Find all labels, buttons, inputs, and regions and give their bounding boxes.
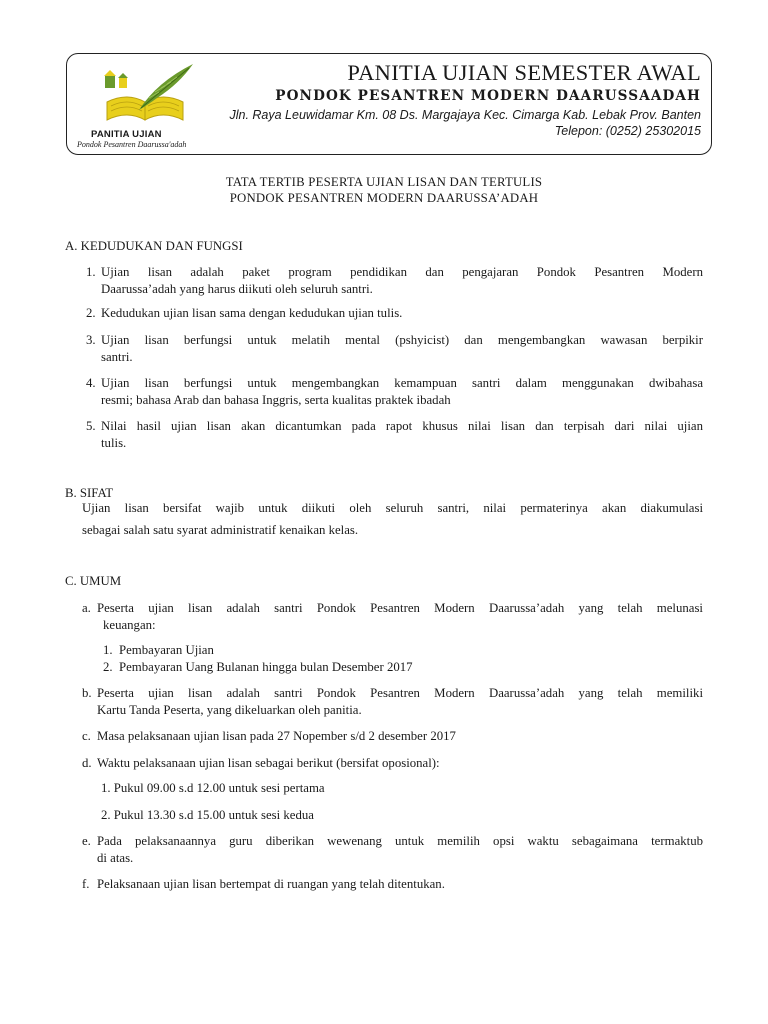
item-text-line-1: Waktu pelaksanaan ujian lisan sebagai berikut (bersifat oposional): — [97, 756, 440, 770]
item-letter: d. — [82, 756, 92, 770]
item-letter: f. — [82, 877, 90, 891]
item-number: 2. — [86, 306, 96, 320]
section-b-text-line-2: sebagai salah satu syarat administratif kenaikan kelas. — [82, 523, 359, 537]
sub-item-text: Pembayaran Ujian — [119, 643, 214, 657]
section-a-heading: A. KEDUDUKAN DAN FUNGSI — [65, 239, 243, 253]
item-text-line-2: santri. — [101, 350, 133, 364]
header-phone: Telepon: (0252) 25302015 — [554, 124, 701, 138]
letterhead — [66, 53, 712, 155]
item-text-line-1: Kedudukan ujian lisan sama dengan kedudukan ujian tulis. — [101, 306, 403, 320]
section-b-text-line-1: Ujian lisan bersifat wajib untuk diikuti oleh seluruh santri, nilai permaterinya akan diakumulasi — [82, 501, 703, 515]
item-letter: c. — [82, 729, 91, 743]
document-title-line-2: PONDOK PESANTREN MODERN DAARUSSA’ADAH — [229, 191, 539, 205]
section-b-heading: B. SIFAT — [65, 486, 114, 500]
header-title: PANITIA UJIAN SEMESTER AWAL — [347, 60, 701, 85]
item-text-line-1: Masa pelaksanaan ujian lisan pada 27 Nopember s/d 2 desember 2017 — [97, 729, 456, 743]
item-text-line-2: tulis. — [101, 436, 127, 450]
quill-book-icon — [97, 62, 197, 128]
item-text-line-1: Peserta ujian lisan adalah santri Pondok Pesantren Modern Daarussa’adah yang telah melunasi — [97, 601, 703, 615]
item-text-line-1: Ujian lisan adalah paket program pendidikan dan pengajaran Pondok Pesantren Modern — [101, 265, 703, 279]
item-text-line-2: di atas. — [97, 851, 134, 865]
item-text-line-2: resmi; bahasa Arab dan bahasa Inggris, serta kualitas praktek ibadah — [101, 393, 451, 407]
item-number: 1. — [86, 265, 96, 279]
item-letter: b. — [82, 686, 92, 700]
header-school-name: PONDOK PESANTREN MODERN DAARUSSAADAH — [275, 88, 701, 104]
item-text-line-1: Pada pelaksanaannya guru diberikan wewenang untuk memilih opsi waktu sebagaimana termaktub — [97, 834, 703, 848]
document-title-line-1: TATA TERTIB PESERTA UJIAN LISAN DAN TERTULIS — [225, 175, 543, 189]
item-text-line-1: Ujian lisan berfungsi untuk mengembangkan kemampuan santri dalam menggunakan dwibahasa — [101, 376, 703, 390]
item-letter: a. — [82, 601, 91, 615]
item-number: 5. — [86, 419, 96, 433]
item-letter: e. — [82, 834, 91, 848]
item-text-line-1: Peserta ujian lisan adalah santri Pondok Pesantren Modern Daarussa’adah yang telah memiliki — [97, 686, 703, 700]
section-c-heading: C. UMUM — [65, 574, 122, 588]
item-number: 3. — [86, 333, 96, 347]
sub-item-text: 1. Pukul 09.00 s.d 12.00 untuk sesi pertama — [101, 781, 325, 795]
item-text-line-2: Daarussa’adah yang harus diikuti oleh seluruh santri. — [101, 282, 373, 296]
item-number: 4. — [86, 376, 96, 390]
item-text-line-1: Pelaksanaan ujian lisan bertempat di ruangan yang telah ditentukan. — [97, 877, 445, 891]
sub-item-number: 1. — [103, 643, 113, 657]
item-text-line-2: Kartu Tanda Peserta, yang dikeluarkan oleh panitia. — [97, 703, 362, 717]
header-address: Jln. Raya Leuwidamar Km. 08 Ds. Margajaya Kec. Cimarga Kab. Lebak Prov. Banten — [229, 108, 701, 122]
logo-subtitle: Pondok Pesantren Daarussa'adah — [77, 140, 187, 149]
logo — [77, 62, 207, 148]
sub-item-number: 2. — [103, 660, 113, 674]
item-text-line-2: keuangan: — [103, 618, 156, 632]
item-text-line-1: Nilai hasil ujian lisan akan dicantumkan pada rapot khusus nilai lisan dan terpisah dari nilai ujian — [101, 419, 703, 433]
sub-item-text: 2. Pukul 13.30 s.d 15.00 untuk sesi kedua — [101, 808, 314, 822]
item-text-line-1: Ujian lisan berfungsi untuk melatih mental (pshyicist) dan mengembangkan wawasan berpikir — [101, 333, 703, 347]
logo-title: PANITIA UJIAN — [91, 129, 162, 140]
sub-item-text: Pembayaran Uang Bulanan hingga bulan Desember 2017 — [119, 660, 413, 674]
